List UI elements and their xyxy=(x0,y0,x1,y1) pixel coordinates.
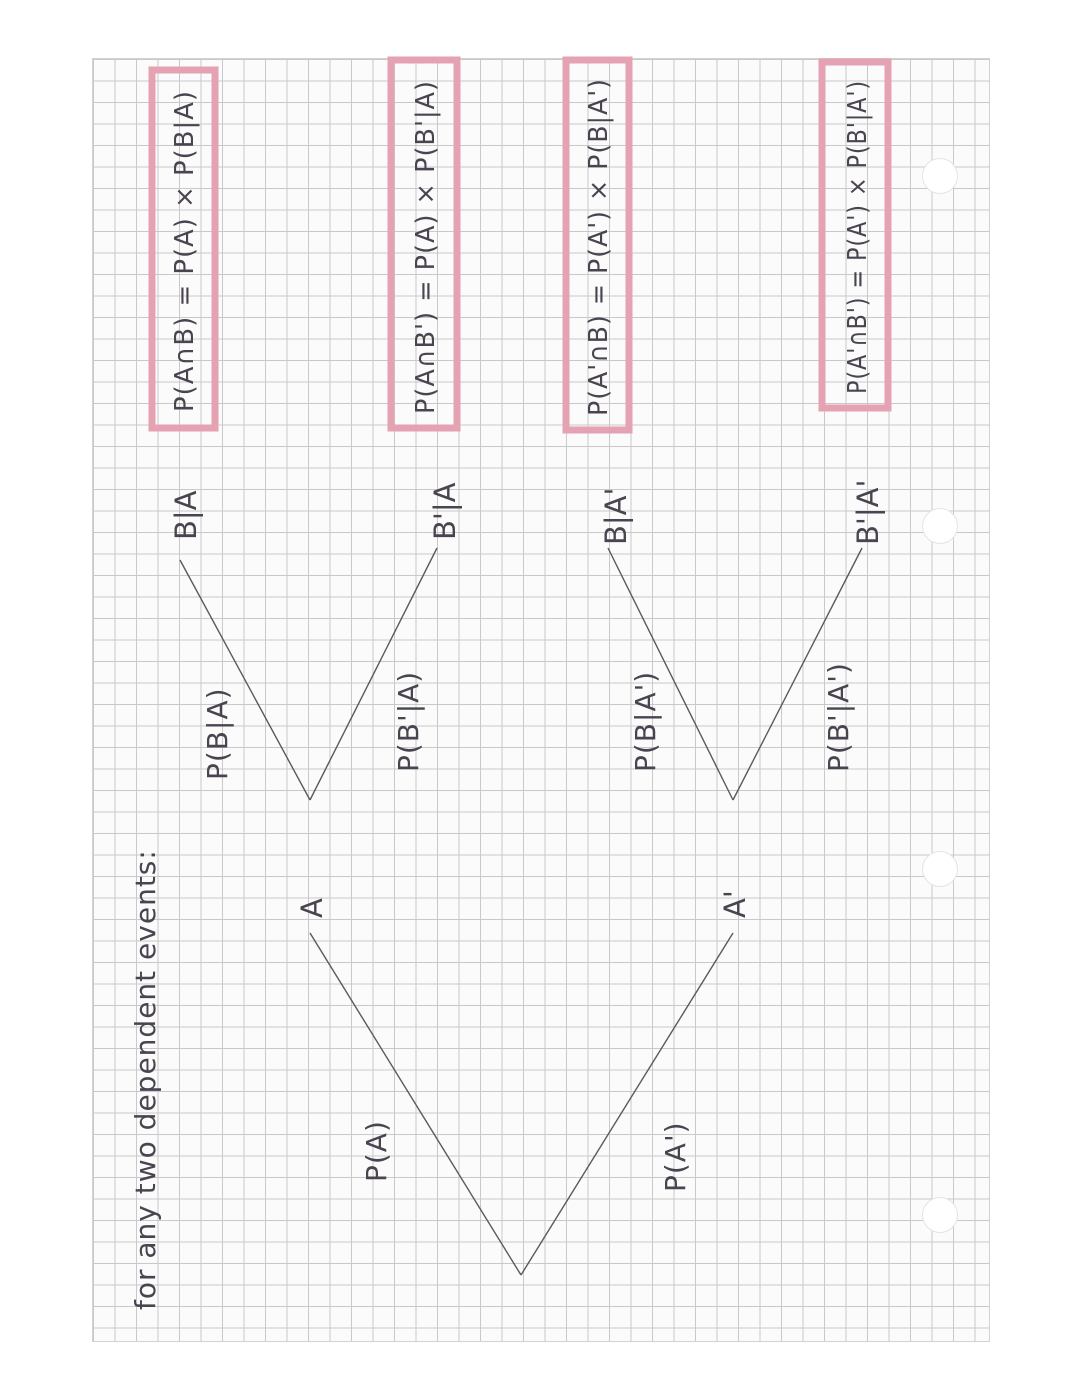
formula-ApB: P(A'∩B) = P(A') × P(B|A') xyxy=(584,68,614,416)
branch-root-to-A-prime xyxy=(521,933,733,1275)
formula-ApBp: P(A'∩B') = P(A') × P(B'|A') xyxy=(843,29,873,394)
prob-B-given-Ap-label: P(B|A') xyxy=(629,670,662,772)
node-A-prime: A' xyxy=(718,890,752,918)
prob-A-label: P(A) xyxy=(360,1120,393,1182)
prob-B-given-A-label: P(B|A) xyxy=(201,687,234,780)
prob-Bp-given-A-label: P(B'|A) xyxy=(392,670,425,772)
prob-A-prime-label: P(A') xyxy=(659,1121,692,1192)
outcome-B-given-Ap: B|A' xyxy=(599,487,633,545)
branch-A-to-B xyxy=(180,560,310,800)
outcome-B-given-A: B|A xyxy=(169,490,203,540)
outcome-Bp-given-Ap: B'|A' xyxy=(851,479,885,545)
branch-A-prime-to-B xyxy=(608,548,733,800)
formula-ABp: P(A∩B') = P(A) × P(B'|A) xyxy=(411,74,441,414)
heading-text: for any two dependent events: xyxy=(129,849,162,1310)
node-A: A xyxy=(295,898,329,918)
prob-Bp-given-Ap-label: P(B'|A') xyxy=(822,662,855,772)
branch-root-to-A xyxy=(310,933,521,1275)
outcome-Bp-given-A: B'|A xyxy=(428,482,462,540)
formula-AB: P(A∩B) = P(A) × P(B|A) xyxy=(170,88,200,412)
